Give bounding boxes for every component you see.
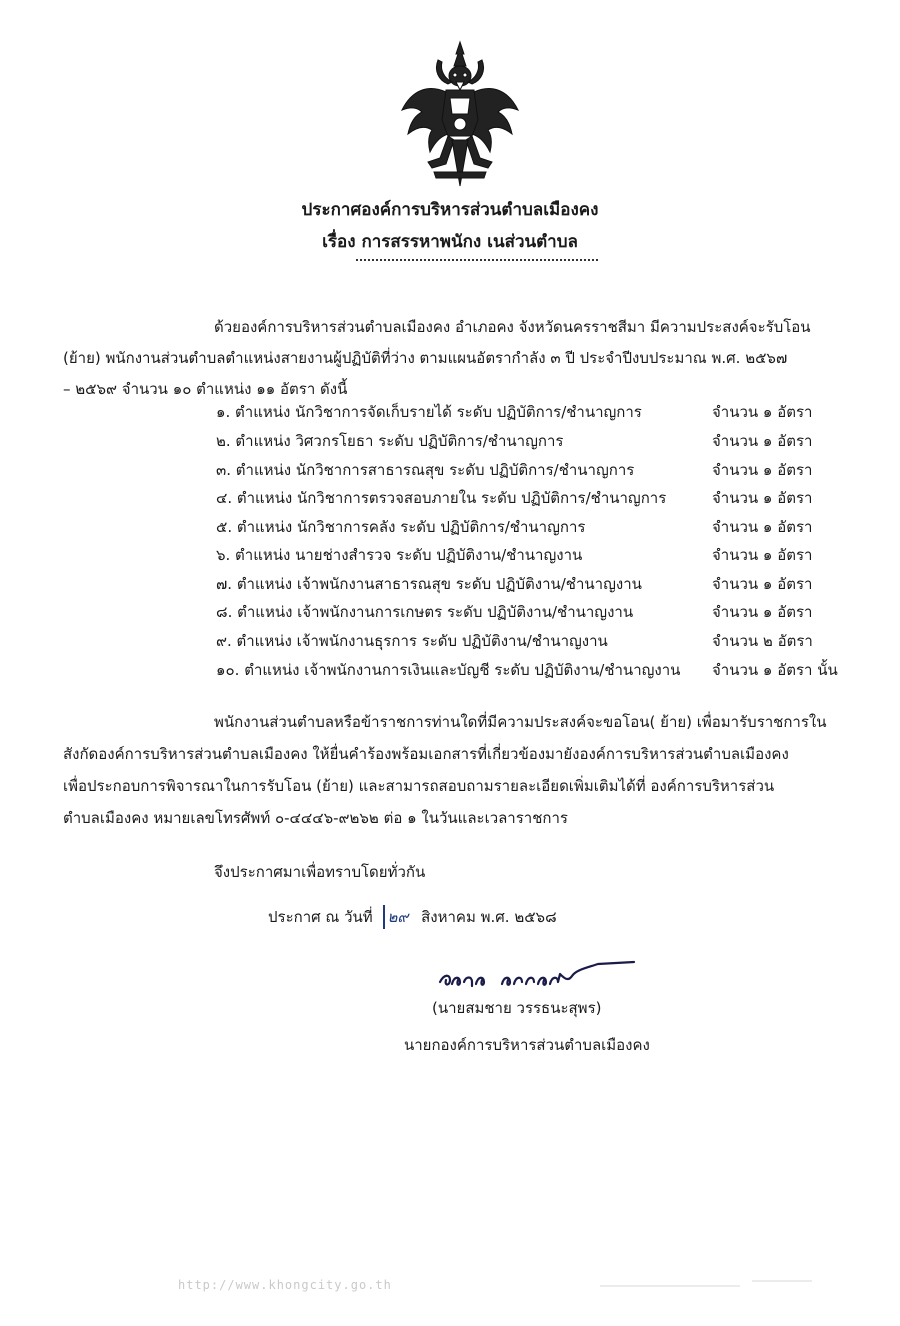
position-item	[216, 629, 856, 651]
position-count: จำนวน ๑ อัตรา	[712, 432, 813, 450]
para2-line-1: พนักงานส่วนตำบลหรือข้าราชการท่านใดที่มีความประสงค์จะขอโอน( ย้าย) เพื่อมารับราชการใน	[214, 713, 827, 731]
position-count: จำนวน ๑ อัตรา	[712, 603, 813, 621]
intro-line-1: ด้วยองค์การบริหารส่วนตำบลเมืองคง อำเภอคง จังหวัดนครราชสีมา มีความประสงค์จะรับโอน	[214, 318, 811, 336]
position-item	[216, 543, 856, 565]
position-text: ๘. ตำแหน่ง เจ้าพนักงานการเกษตร ระดับ ปฏิบัติงาน/ชำนาญงาน	[216, 603, 634, 621]
scan-artifact	[752, 1280, 812, 1282]
announcement-subject: เรื่อง การสรรหาพนักง เนส่วนตำบล	[322, 232, 578, 252]
position-item	[216, 572, 856, 594]
position-item	[216, 486, 856, 508]
position-count: จำนวน ๑ อัตรา	[712, 403, 813, 421]
para2-line-3: เพื่อประกอบการพิจารณาในการรับโอน (ย้าย) และสามารถสอบถามรายละเอียดเพิ่มเติมได้ที่ องค์การบริหารส่วน	[63, 777, 775, 795]
footer-url: http://www.khongcity.go.th	[178, 1278, 392, 1292]
intro-line-3: – ๒๕๖๙ จำนวน ๑๐ ตำแหน่ง ๑๑ อัตรา ดังนี้	[63, 380, 348, 398]
position-text: ๙. ตำแหน่ง เจ้าพนักงานธุรการ ระดับ ปฏิบัติงาน/ชำนาญงาน	[216, 632, 608, 650]
position-text: ๕. ตำแหน่ง นักวิชาการคลัง ระดับ ปฏิบัติการ/ชำนาญการ	[216, 518, 586, 536]
position-text: ๖. ตำแหน่ง นายช่างสำรวจ ระดับ ปฏิบัติงาน/ชำนาญงาน	[216, 546, 583, 564]
position-count: จำนวน ๑ อัตรา	[712, 461, 813, 479]
position-text: ๑. ตำแหน่ง นักวิชาการจัดเก็บรายได้ ระดับ ปฏิบัติการ/ชำนาญการ	[216, 403, 642, 421]
position-count: จำนวน ๑ อัตรา	[712, 575, 813, 593]
para2-line-2: สังกัดองค์การบริหารส่วนตำบลเมืองคง ให้ยื่นคำร้องพร้อมเอกสารที่เกี่ยวข้องมายังองค์การบริหารส่วนตำบลเมืองคง	[63, 745, 789, 763]
date-day: ๒๙	[383, 905, 410, 929]
position-text: ๓. ตำแหน่ง นักวิชาการสาธารณสุข ระดับ ปฏิบัติการ/ชำนาญการ	[216, 461, 635, 479]
position-count: จำนวน ๑ อัตรา	[712, 518, 813, 536]
garuda-emblem-icon	[398, 40, 522, 190]
position-item	[216, 400, 856, 422]
para2-line-4: ตำบลเมืองคง หมายเลขโทรศัพท์ ๐-๔๔๔๖-๙๒๖๒ ต่อ ๑ ในวันและเวลาราชการ	[63, 809, 568, 827]
title-divider	[356, 259, 598, 261]
position-text: ๔. ตำแหน่ง นักวิชาการตรวจสอบภายใน ระดับ ปฏิบัติการ/ชำนาญการ	[216, 489, 667, 507]
scan-artifact	[600, 1285, 740, 1287]
position-item	[216, 458, 856, 480]
position-count: จำนวน ๑ อัตรา	[712, 489, 813, 507]
announcement-title: ประกาศองค์การบริหารส่วนตำบลเมืองคง	[301, 200, 599, 220]
position-count: จำนวน ๑ อัตรา	[712, 546, 813, 564]
signer-position: นายกองค์การบริหารส่วนตำบลเมืองคง	[404, 1036, 650, 1054]
position-item	[216, 515, 856, 537]
signer-name: (นายสมชาย วรรธนะสุพร)	[432, 999, 602, 1017]
position-count: จำนวน ๑ อัตรา นั้น	[712, 661, 838, 679]
position-item	[216, 429, 856, 451]
intro-line-2: (ย้าย) พนักงานส่วนตำบลตำแหน่งสายงานผู้ปฏิบัติที่ว่าง ตามแผนอัตรากำลัง ๓ ปี ประจำปีงบประมาณ พ.ศ. ๒๕๖๗	[63, 349, 788, 367]
position-text: ๒. ตำแหน่ง วิศวกรโยธา ระดับ ปฏิบัติการ/ชำนาญการ	[216, 432, 564, 450]
position-text: ๑๐. ตำแหน่ง เจ้าพนักงานการเงินและบัญชี ระดับ ปฏิบัติงาน/ชำนาญงาน	[216, 661, 681, 679]
position-text: ๗. ตำแหน่ง เจ้าพนักงานสาธารณสุข ระดับ ปฏิบัติงาน/ชำนาญงาน	[216, 575, 642, 593]
position-item	[216, 658, 856, 680]
closing-line: จึงประกาศมาเพื่อทราบโดยทั่วกัน	[214, 863, 426, 881]
date-prefix: ประกาศ ณ วันที่	[268, 908, 373, 926]
position-item	[216, 600, 856, 622]
date-rest: สิงหาคม พ.ศ. ๒๕๖๘	[421, 908, 557, 926]
announcement-date	[268, 905, 557, 929]
handwritten-signature	[436, 960, 648, 996]
position-count: จำนวน ๒ อัตรา	[712, 632, 813, 650]
